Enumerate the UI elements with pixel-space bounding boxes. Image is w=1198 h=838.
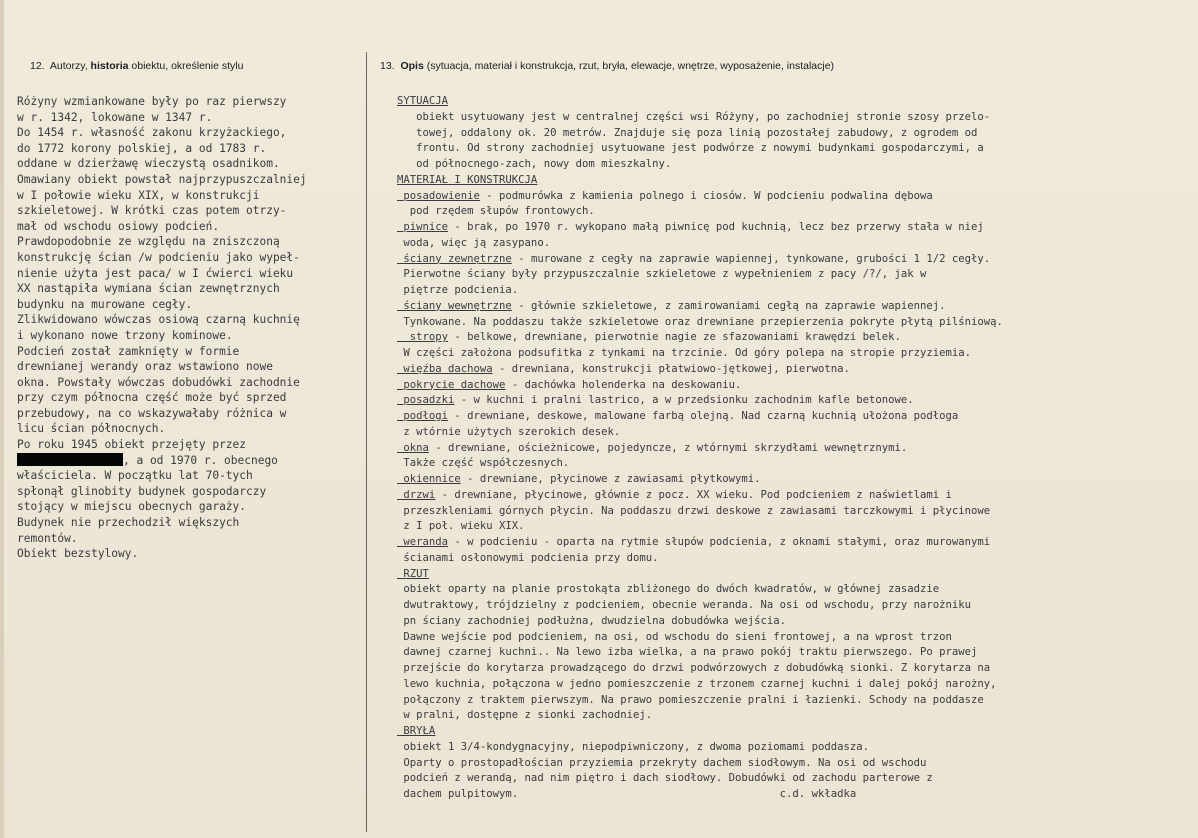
- right-section-header: [380, 60, 834, 72]
- text-line: [397, 425, 1003, 441]
- line-text: - drewniana, konstrukcji płatwiowo-jętkowej, pierwotna.: [492, 362, 850, 375]
- text-line: [397, 346, 1003, 362]
- line-text: Podcień został zamknięty w formie: [17, 344, 240, 358]
- text-line: [17, 141, 307, 157]
- line-text: - drewniane, ościeżnicowe, pojedyncze, z wtórnymi skrzydłami wewnętrznymi.: [428, 441, 908, 454]
- header-number: 12.: [30, 60, 45, 72]
- text-line: [397, 299, 1003, 315]
- line-text: oddane w dzierżawę wieczystą osadnikom.: [17, 157, 280, 171]
- underlined-term: stropy: [397, 331, 449, 344]
- line-text: z wtórnie użytych szerokich desek.: [397, 425, 621, 438]
- line-text: - w podcieniu - oparta na rytmie słupów podcienia, z oknami stałymi, oraz murowanymi: [448, 536, 991, 548]
- text-line: [397, 456, 1003, 472]
- header-bold-text: historia: [90, 60, 129, 72]
- line-text: drewnianej werandy oraz wstawiono nowe: [17, 360, 273, 374]
- text-line: [17, 172, 307, 188]
- text-line: [397, 677, 1003, 693]
- text-line: [17, 375, 307, 391]
- text-line: [397, 661, 1003, 677]
- text-line: [397, 330, 1003, 346]
- text-line: [397, 472, 1003, 488]
- text-line: [17, 515, 307, 531]
- text-line: [17, 437, 307, 453]
- left-section-header: [30, 60, 243, 72]
- underlined-term: ściany wewnętrzne: [397, 299, 512, 312]
- text-line: [17, 297, 307, 313]
- line-text: przebudowy, na co wskazywałaby różnica w: [17, 406, 287, 420]
- text-line: [17, 421, 307, 437]
- line-text: w I połowie wieku XIX, w konstrukcji: [17, 188, 260, 202]
- text-line: [17, 546, 307, 562]
- text-line: [397, 708, 1003, 724]
- header-text: (sytuacja, materiał i konstrukcja, rzut, bryła, elewacje, wnętrze, wyposażenie, instalacje): [423, 60, 835, 72]
- line-text: , a od 1970 r. obecnego: [123, 453, 278, 467]
- line-text: - w kuchni i pralni lastrico, a w przedsionku zachodnim kafle betonowe.: [454, 394, 914, 407]
- line-text: konstrukcję ścian /w podcieniu jako wypeł-: [17, 250, 300, 264]
- text-line: [17, 234, 307, 250]
- text-line: [397, 630, 1003, 646]
- text-line: [397, 141, 1003, 157]
- line-text: obiekt oparty na planie prostokąta zbliżonego do dwóch kwadratów, w głównej zasadzie: [397, 583, 940, 596]
- line-text: W części założona podsufitka z tynkami na trzcinie. Od góry polepa na stropie przyziemia.: [397, 347, 972, 359]
- text-line: [17, 188, 307, 204]
- line-text: Różyny wzmiankowane były po raz pierwszy: [17, 95, 287, 108]
- text-line: [397, 267, 1003, 283]
- text-line: [397, 173, 1003, 189]
- line-text: Pierwotne ściany były przypuszczalnie szkieletowe z wypełnieniem z pacy /?/, jak w: [397, 268, 927, 281]
- text-line: [17, 499, 307, 515]
- underlined-term: okna: [397, 441, 429, 454]
- text-line: [17, 312, 307, 328]
- description-text-column: [397, 94, 1003, 803]
- line-text: lewo kuchnia, połączona w jedno pomieszczenie z trzonem czarnej kuchni i dalej pokój narożny,: [397, 677, 997, 690]
- text-line: [17, 406, 307, 422]
- text-line: [17, 219, 307, 235]
- line-text: połączony z traktem pierwszym. Na prawo pomieszczenie pralni i łazienki. Schody na poddasze: [397, 693, 984, 706]
- line-text: - murowane z cegły na zaprawie wapiennej, tynkowane, grubości 1 1/2 cegły.: [511, 252, 991, 265]
- line-text: budynku na murowane cegły.: [17, 297, 193, 311]
- text-line: [397, 504, 1003, 520]
- line-text: Do 1454 r. własność zakonu krzyżackiego,: [17, 126, 287, 140]
- line-text: przejście do korytarza prowadzącego do drzwi podwórzowych z dobudówką sionki. Z korytarza na: [397, 662, 991, 674]
- line-text: dachem pulpitowym. c.d. wkładka: [397, 788, 857, 800]
- text-line: [397, 315, 1003, 331]
- underlined-term: MATERIAŁ I KONSTRUKCJA: [397, 173, 538, 186]
- line-text: Także część współczesnych.: [397, 457, 570, 470]
- text-line: [397, 535, 1003, 551]
- line-text: podcień z werandą, nad nim piętro i dach siodłowy. Dobudówki od zachodu parterowe z: [397, 772, 933, 785]
- line-text: okna. Powstały wówczas dobudówki zachodnie: [17, 375, 300, 389]
- line-text: nienie użyta jest paca/ w I ćwierci wieku: [17, 266, 294, 280]
- text-line: [397, 94, 1003, 110]
- text-line: [397, 157, 1003, 173]
- underlined-term: SYTUACJA: [397, 95, 449, 107]
- line-text: - drewniane, płycinowe, głównie z pocz. XX wieku. Pod podcieniem z naświetlami i: [435, 488, 952, 501]
- line-text: ścianami osłonowymi podcienia przy domu.: [397, 551, 659, 564]
- line-text: - brak, po 1970 r. wykopano małą piwnicę pod kuchnią, lecz bez przerwy stała w niej: [448, 221, 984, 233]
- line-text: XX nastąpiła wymiana ścian zewnętrznych: [17, 282, 280, 296]
- text-line: [397, 551, 1003, 567]
- text-line: [397, 283, 1003, 299]
- text-line: [17, 156, 307, 172]
- line-text: dawnej czarnej kuchni.. Na lewo izba wielka, a na prawo pokój traktu pierwszego. Po prawej: [397, 646, 978, 659]
- line-text: przeszkleniami górnych płycin. Na poddaszu drzwi deskowe z zawiasami tarczkowymi i płycinowe: [397, 504, 991, 517]
- line-text: szkieletowej. W krótki czas potem otrzy-: [17, 204, 287, 218]
- line-text: remontów.: [17, 531, 78, 545]
- text-line: [17, 250, 307, 266]
- header-bold-text: Opis: [400, 60, 424, 72]
- text-line: [397, 441, 1003, 457]
- text-line: [397, 378, 1003, 394]
- line-text: w r. 1342, lokowane w 1347 r.: [17, 110, 213, 124]
- underlined-term: okiennice: [397, 473, 461, 485]
- text-line: [397, 787, 1003, 803]
- text-line: [397, 693, 1003, 709]
- line-text: Zlikwidowano wówczas osiową czarną kuchnię: [17, 313, 300, 327]
- text-line: [17, 531, 307, 547]
- text-line: [17, 328, 307, 344]
- text-line: [397, 582, 1003, 598]
- line-text: właściciela. W początku lat 70-tych: [17, 469, 253, 483]
- text-line: [397, 645, 1003, 661]
- text-line: [397, 409, 1003, 425]
- line-text: stojący w miejscu obecnych garaży.: [17, 500, 247, 514]
- line-text: piętrze podcienia.: [397, 284, 519, 296]
- underlined-term: podłogi: [397, 410, 449, 422]
- header-number: 13.: [380, 60, 395, 72]
- line-text: z I poł. wieku XIX.: [397, 520, 525, 533]
- underlined-term: pokrycie dachowe: [397, 378, 506, 391]
- text-line: [17, 344, 307, 360]
- text-line: [17, 484, 307, 500]
- line-text: od północnego-zach, nowy dom mieszkalny.: [397, 158, 672, 170]
- text-line: [17, 94, 307, 110]
- text-line: [397, 567, 1003, 583]
- line-text: do 1772 korony polskiej, a od 1783 r.: [17, 141, 267, 155]
- line-text: i wykonano nowe trzony kominowe.: [17, 328, 233, 342]
- text-line: [397, 519, 1003, 535]
- text-line: [397, 220, 1003, 236]
- text-line: [17, 359, 307, 375]
- underlined-term: piwnice: [397, 221, 449, 233]
- line-text: Omawiany obiekt powstał najprzypuszczalniej: [17, 172, 307, 186]
- text-line: [17, 110, 307, 126]
- line-text: - drewniane, płycinowe z zawiasami płytkowymi.: [460, 473, 761, 485]
- text-line: [397, 724, 1003, 740]
- text-line: [17, 266, 307, 282]
- text-line: [397, 126, 1003, 142]
- text-line: [17, 390, 307, 406]
- text-line: [397, 236, 1003, 252]
- text-line: [397, 189, 1003, 205]
- line-text: licu ścian północnych.: [17, 422, 166, 436]
- text-line: [397, 110, 1003, 126]
- line-text: mał od wschodu osiowy podcień.: [17, 219, 220, 233]
- underlined-term: ściany zewnętrzne: [397, 252, 512, 265]
- text-line: [17, 281, 307, 297]
- underlined-term: więźba dachowa: [397, 362, 493, 375]
- line-text: pod rzędem słupów frontowych.: [397, 205, 595, 218]
- text-line: [397, 488, 1003, 504]
- column-divider: [366, 52, 367, 832]
- text-line: [397, 740, 1003, 756]
- line-text: Dawne wejście pod podcieniem, na osi, od wschodu do sieni frontowej, a na wprost trzon: [397, 630, 952, 643]
- redaction-box: [17, 453, 123, 466]
- header-text: obiektu, określenie stylu: [128, 60, 244, 72]
- line-text: w pralni, dostępne z sionki zachodniej.: [397, 709, 653, 722]
- text-line: [17, 203, 307, 219]
- line-text: woda, więc ją zasypano.: [397, 236, 551, 249]
- underlined-term: drzwi: [397, 488, 436, 501]
- line-text: przy czym północna część może być sprzed: [17, 391, 287, 405]
- underlined-term: weranda: [397, 536, 449, 548]
- history-text-column: [17, 94, 307, 562]
- text-line: [17, 468, 307, 484]
- line-text: - drewniane, deskowe, malowane farbą olejną. Nad czarną kuchnią ułożona podłoga: [448, 410, 959, 422]
- line-text: pn ściany zachodniej podłużna, dwudzielna dobudówka wejścia.: [397, 614, 787, 627]
- text-line: [397, 204, 1003, 220]
- underlined-term: BRYŁA: [397, 725, 436, 737]
- line-text: Po roku 1945 obiekt przejęty przez: [17, 438, 247, 452]
- text-line: [397, 771, 1003, 787]
- line-text: Oparty o prostopadłościan przyziemia przekryty dachem siodłowym. Na osi od wschodu: [397, 756, 927, 769]
- line-text: obiekt usytuowany jest w centralnej części wsi Różyny, po zachodniej stronie szosy przelo-: [397, 110, 991, 123]
- text-line: [397, 252, 1003, 268]
- line-text: towej, oddalony ok. 20 metrów. Znajduje się poza linią pozostałej zabudowy, z ogrodem od: [397, 126, 978, 139]
- line-text: Obiekt bezstylowy.: [17, 547, 139, 561]
- underlined-term: RZUT: [397, 567, 429, 580]
- header-text: Autorzy,: [49, 60, 91, 72]
- page-edge: [0, 0, 4, 838]
- line-text: obiekt 1 3/4-kondygnacyjny, niepodpiwniczony, z dwoma poziomami poddasza.: [397, 740, 869, 753]
- line-text: frontu. Od strony zachodniej usytuowane jest podwórze z nowymi budynkami gospodarczymi, a: [397, 142, 984, 155]
- line-text: - głównie szkieletowe, z zamirowaniami cegłą na zaprawie wapiennej.: [511, 299, 946, 312]
- line-text: dwutraktowy, trójdzielny z podcieniem, obecnie weranda. Na osi od wschodu, przy narożniku: [397, 599, 972, 611]
- line-text: - belkowe, drewniane, pierwotnie nagie ze sfazowaniami krawędzi belek.: [448, 331, 901, 344]
- text-line: [397, 598, 1003, 614]
- text-line: [17, 125, 307, 141]
- text-line: [397, 614, 1003, 630]
- line-text: - dachówka holenderka na deskowaniu.: [505, 378, 742, 391]
- underlined-term: posadzki: [397, 394, 455, 407]
- text-line: [397, 393, 1003, 409]
- line-text: spłonął glinobity budynek gospodarczy: [17, 484, 267, 498]
- underlined-term: posadowienie: [397, 189, 480, 202]
- line-text: Budynek nie przechodził większych: [17, 516, 240, 530]
- text-line: [397, 362, 1003, 378]
- line-text: Prawdopodobnie ze względu na zniszczoną: [17, 235, 280, 249]
- text-line: [397, 756, 1003, 772]
- line-text: - podmurówka z kamienia polnego i ciosów. W podcieniu podwalina dębowa: [479, 189, 933, 202]
- line-text: Tynkowane. Na poddaszu także szkieletowe oraz drewniane przepierzenia pokryte płytą pilśniową.: [397, 315, 1003, 328]
- text-line: [17, 453, 307, 469]
